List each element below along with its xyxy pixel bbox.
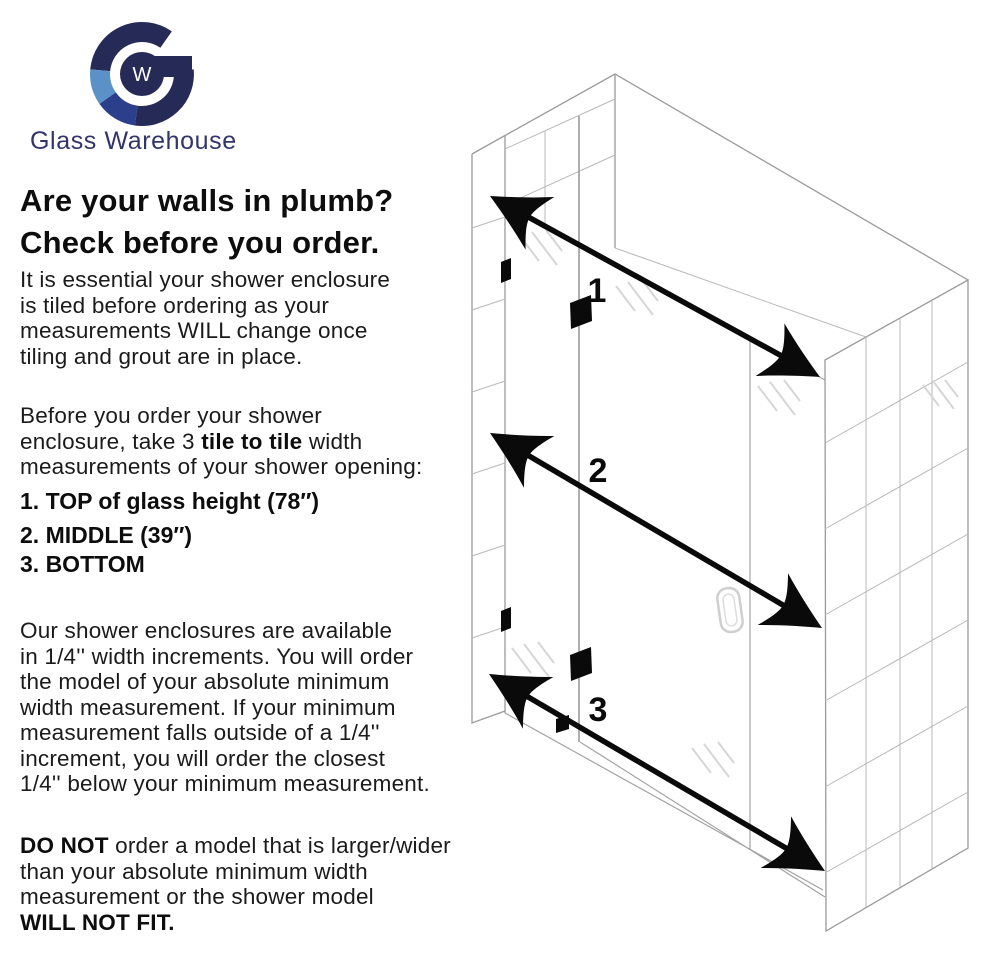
brand-wordmark: Glass Warehouse: [30, 127, 237, 155]
increments-paragraph: Our shower enclosures are available in 1/4'' width increments. You will order the model of your absolute minimum width measurement. If your minimum measurement falls outside of a 1/4'' increment, you will order the closest 1/4'' below your minimum measurement.: [20, 618, 430, 796]
intro-paragraph: It is essential your shower enclosure is tiled before ordering as your measurements WILL change once tiling and grout are in place.: [20, 267, 391, 369]
hinge-clip-icon: [570, 647, 592, 681]
wall-edges: [472, 74, 968, 931]
warning-paragraph: DO NOT order a model that is larger/wider than your absolute minimum width measurement or the shower model WILL NOT FIT.: [20, 833, 451, 935]
measurement-arrows: [474, 170, 840, 897]
door-handle-icon: [716, 587, 744, 634]
hinge-clip-icon: [501, 607, 511, 632]
tile-grid-lines: [472, 99, 968, 907]
measurement-item-bottom: 3. BOTTOM: [20, 551, 145, 577]
measure-arrow-middle: [475, 407, 837, 654]
hinge-clip-icon: [501, 258, 511, 283]
measurement-item-middle: 2. MIDDLE (39″): [20, 522, 193, 548]
page-title-line1: Are your walls in plumb?: [20, 183, 394, 218]
measurement-item-top: 1. TOP of glass height (78″): [20, 488, 320, 514]
arrow-label-1: 1: [587, 272, 607, 310]
order-instructions-paragraph: Before you order your shower enclosure, take 3 tile to tile width measurements of your shower opening:: [20, 403, 423, 479]
arrow-label-3: 3: [588, 691, 608, 729]
tiled-walls-wireframe: [472, 74, 968, 931]
measure-arrow-top: [476, 170, 835, 404]
measure-arrow-bottom: [474, 648, 840, 897]
glass-panel-edges: [505, 204, 825, 897]
logo-w-letter: W: [132, 64, 152, 86]
arrow-label-2: 2: [588, 452, 608, 490]
page-title-line2: Check before you order.: [20, 225, 380, 260]
glass-enclosure: [501, 116, 958, 897]
